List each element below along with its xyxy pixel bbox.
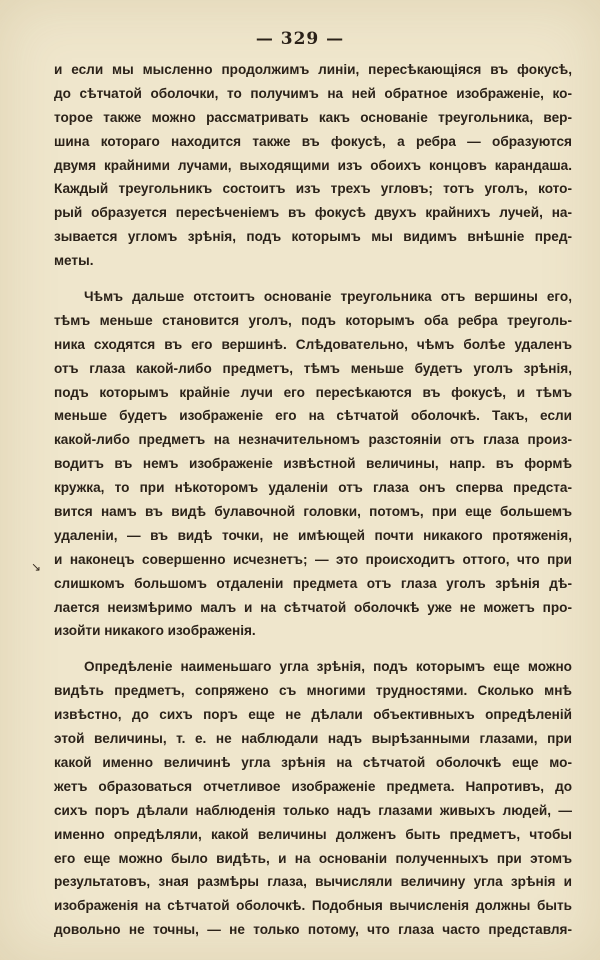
text-line: шина котораго находится также въ фокусѣ, а ребра — образуются	[54, 133, 572, 149]
text-line: меты.	[54, 253, 94, 269]
text-line: изойти никакого изображенія.	[54, 623, 256, 639]
text-line: вится намъ въ видѣ булавочной головки, потомъ, при еще большемъ	[54, 504, 572, 520]
text-line: двумя крайними лучами, выходящими изъ обоихъ концовъ карандаша.	[54, 157, 572, 173]
margin-mark: ↘	[31, 560, 42, 574]
text-line: отъ глаза какой-либо предметъ, тѣмъ меньше будетъ уголъ зрѣнія,	[54, 360, 572, 376]
text-line: лается неизмѣримо малъ и на сѣтчатой оболочкѣ уже не можетъ про-	[54, 599, 572, 615]
text-line: подъ которымъ крайніе лучи его пересѣкаются въ фокусѣ, и тѣмъ	[54, 384, 572, 400]
text-line: извѣстно, до сихъ поръ еще не дѣлали объективныхъ опредѣленій	[54, 707, 572, 723]
text-line: жетъ образоваться отчетливое изображеніе предмета. Напротивъ, до	[54, 778, 572, 794]
text-line: тѣмъ меньше становится уголъ, подъ которымъ оба ребра треуголь-	[54, 312, 572, 328]
body-text	[54, 58, 572, 942]
text-line: водитъ въ немъ изображеніе извѣстной величины, напр. въ формѣ	[54, 456, 572, 472]
text-line: сихъ поръ дѣлали наблюденія только надъ глазами живыхъ людей, —	[54, 802, 572, 818]
text-line: Каждый треугольникъ состоитъ изъ трехъ угловъ; тотъ уголъ, кото-	[54, 181, 572, 197]
paragraph-2	[54, 285, 572, 643]
text-line: видѣть предметъ, сопряжено съ многими трудностями. Сколько мнѣ	[54, 683, 572, 699]
text-line: Чѣмъ дальше отстоитъ основаніе треугольника отъ вершины его,	[84, 289, 572, 305]
text-line: и наконецъ совершенно исчезнетъ; — это происходитъ оттого, что при	[54, 551, 572, 567]
text-line: его еще можно было видѣть, и на основаніи полученныхъ при этомъ	[54, 850, 572, 866]
text-line: результатовъ, зная размѣры глаза, вычисляли величину угла зрѣнія и	[54, 874, 572, 890]
text-line: меньше будетъ изображеніе его на сѣтчатой оболочкѣ. Такъ, если	[54, 408, 572, 424]
text-line: Опредѣленіе наименьшаго угла зрѣнія, подъ которымъ еще можно	[84, 659, 572, 675]
text-line: до сѣтчатой оболочки, то получимъ на ней обратное изображеніе, ко-	[54, 85, 572, 101]
text-line: ника сходятся въ его вершинѣ. Слѣдовательно, чѣмъ болѣе удаленъ	[54, 336, 572, 352]
text-line: слишкомъ большомъ отдаленіи предмета отъ глаза уголъ зрѣнія дѣ-	[54, 575, 572, 591]
text-line: этой величины, т. е. не наблюдали надъ вырѣзанными глазами, при	[54, 731, 572, 747]
text-line: торое также можно рассматривать какъ основаніе треугольника, вер-	[54, 109, 572, 125]
text-line: и если мы мысленно продолжимъ линіи, пересѣкающіяся въ фокусѣ,	[54, 62, 572, 77]
text-line: рый образуется пересѣченіемъ въ фокусѣ двухъ крайнихъ лучей, на-	[54, 205, 572, 221]
paragraph-1	[54, 58, 572, 273]
text-line: кружка, то при нѣкоторомъ удаленіи отъ глаза онъ сперва предста-	[54, 480, 572, 496]
paragraph-3	[54, 655, 572, 942]
text-line: какой именно величинѣ угла зрѣнія на сѣтчатой оболочкѣ еще мо-	[54, 754, 572, 770]
text-line: довольно не точны, — не только потому, что глаза часто представля-	[54, 922, 572, 938]
text-line: какой-либо предметъ на незначительномъ разстояніи отъ глаза произ-	[54, 432, 572, 448]
page-number: — 329 —	[255, 29, 345, 49]
text-line: изображенія на сѣтчатой оболочкѣ. Подобныя вычисленія должны быть	[54, 898, 572, 914]
text-line: именно опредѣляли, какой величины долженъ быть предметъ, чтобы	[54, 826, 572, 842]
text-line: зывается угломъ зрѣнія, подъ которымъ мы видимъ внѣшніе пред-	[54, 229, 572, 245]
text-line: удаленіи, — въ видѣ точки, не имѣющей почти никакого протяженія,	[54, 527, 572, 543]
